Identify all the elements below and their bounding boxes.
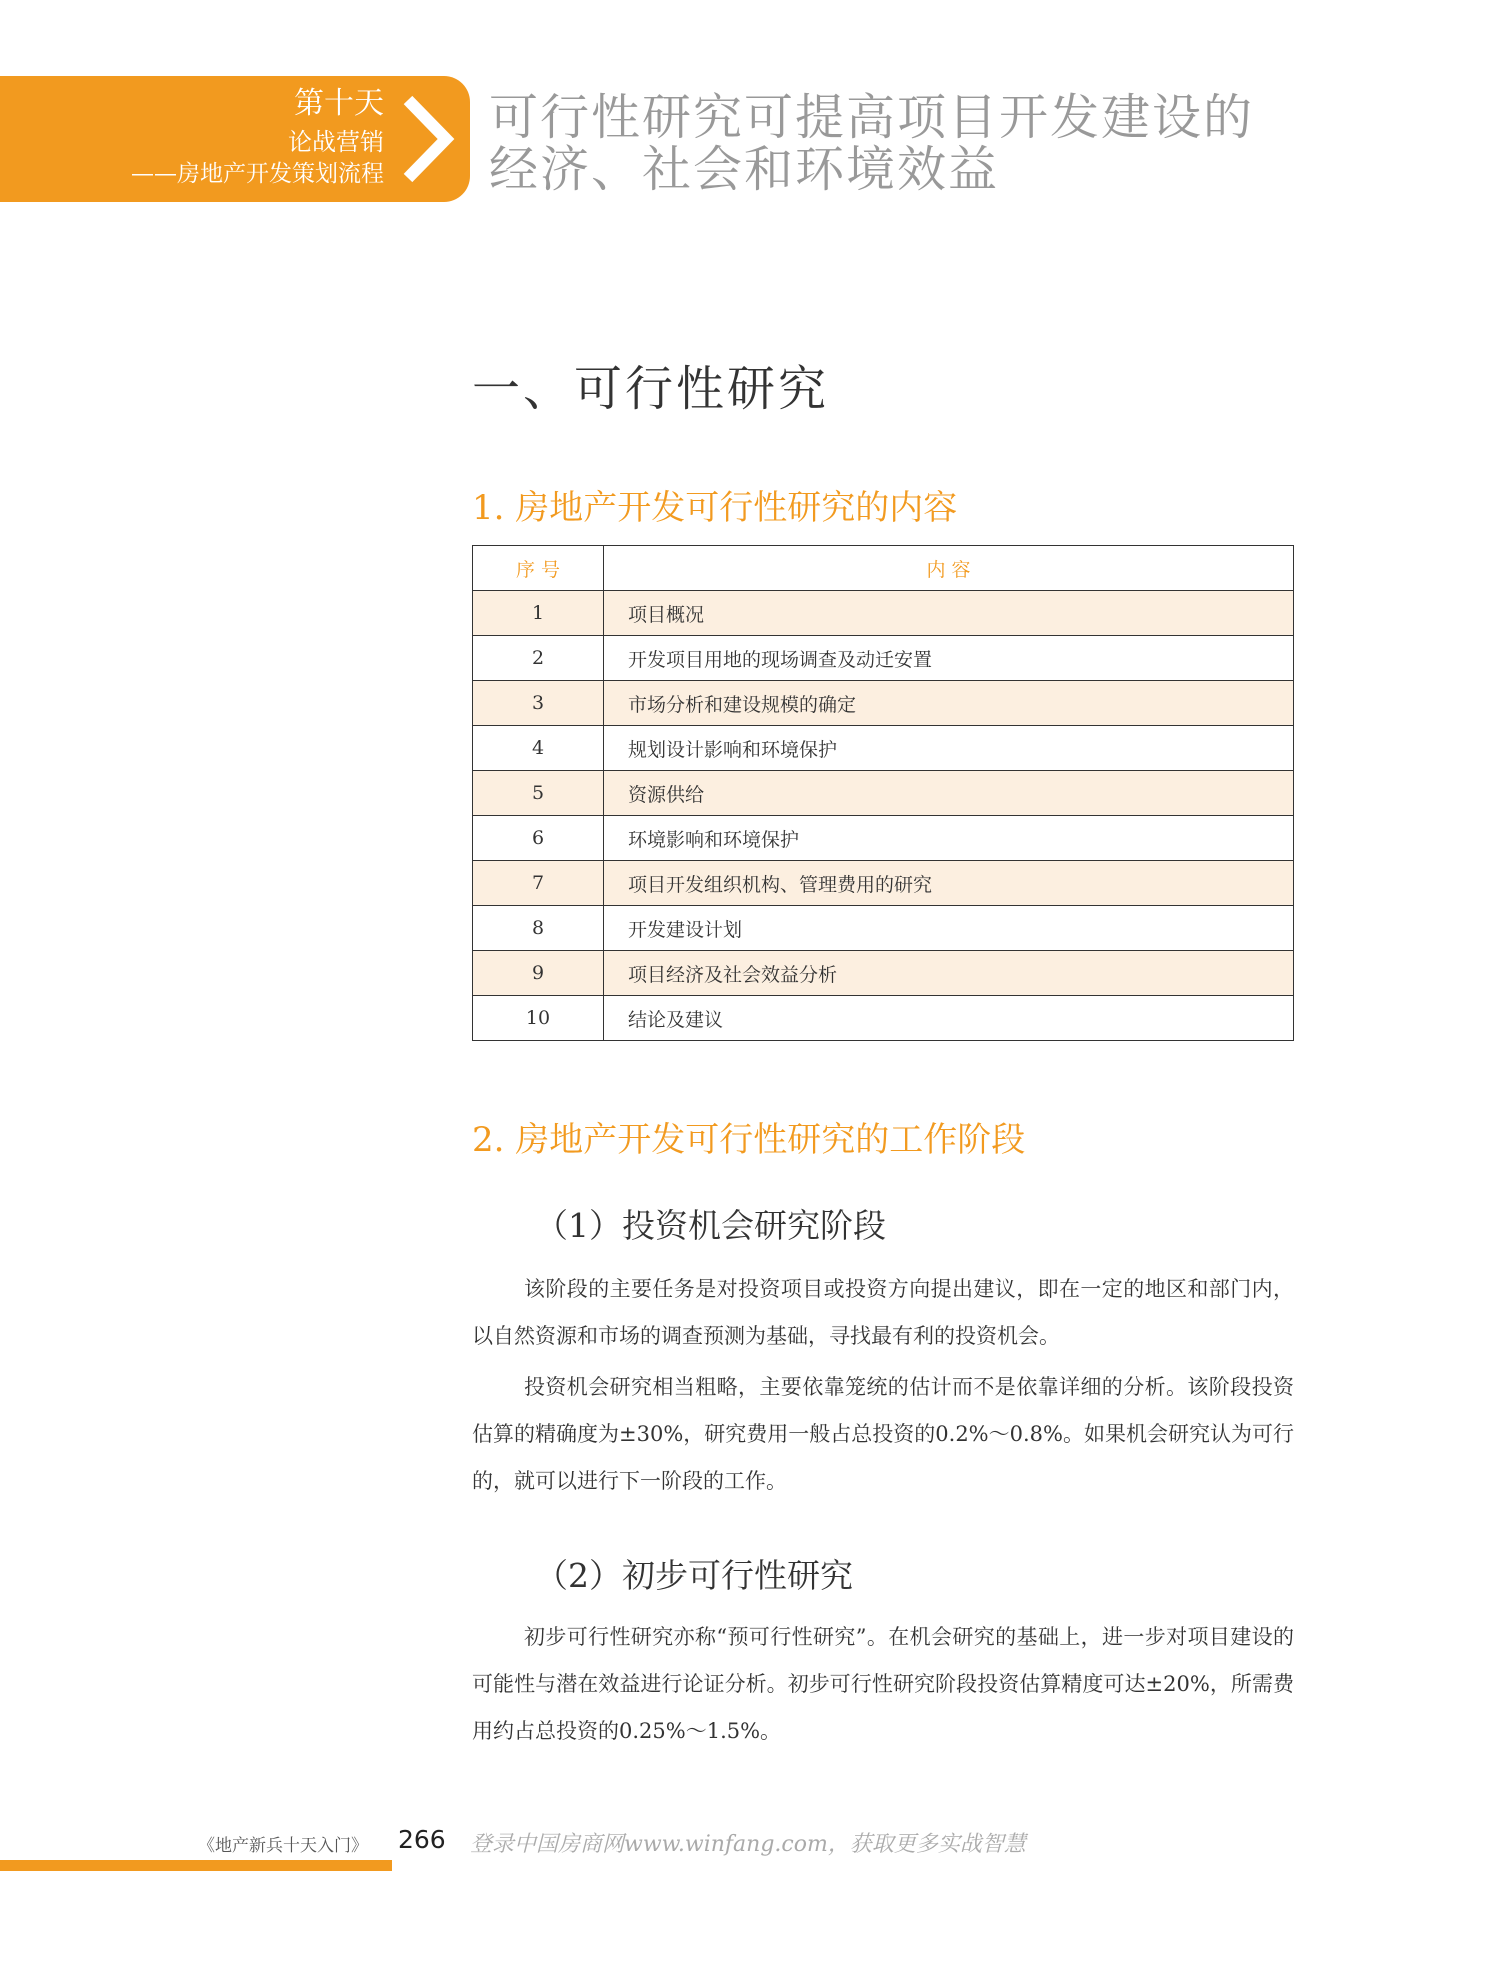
row-index: 10 xyxy=(473,996,604,1041)
stage2-paragraph-1: 初步可行性研究亦称“预可行性研究”。在机会研究的基础上，进一步对项目建设的可能性与潜在效益进行论证分析。初步可行性研究阶段投资估算精度可达±20%，所需费用约占总投资的0.25%～1.5%。 xyxy=(472,1625,1294,1743)
content-table xyxy=(472,545,1294,1041)
row-content: 项目经济及社会效益分析 xyxy=(604,951,1294,996)
row-index: 3 xyxy=(473,681,604,726)
stages-heading: 2. 房地产开发可行性研究的工作阶段 xyxy=(472,1120,1026,1160)
chapter-subtopic: ——房地产开发策划流程 xyxy=(131,161,384,188)
stage1-paragraph-2: 投资机会研究相当粗略，主要依靠笼统的估计而不是依靠详细的分析。该阶段投资估算的精确度为±30%，研究费用一般占总投资的0.2%～0.8%。如果机会研究认为可行的，就可以进行下一阶段的工作。 xyxy=(472,1375,1294,1493)
section-title: 一、可行性研究 xyxy=(472,361,830,417)
chapter-banner-text xyxy=(131,84,384,190)
row-content: 项目概况 xyxy=(604,591,1294,636)
row-content: 项目开发组织机构、管理费用的研究 xyxy=(604,861,1294,906)
row-content: 资源供给 xyxy=(604,771,1294,816)
footer-slogan: 登录中国房商网www.winfang.com，获取更多实战智慧 xyxy=(470,1832,1026,1857)
column-header-content: 内 容 xyxy=(604,546,1294,591)
table-header-row xyxy=(473,546,1294,591)
row-index: 5 xyxy=(473,771,604,816)
page-number: 266 xyxy=(398,1825,446,1854)
stage2-title: （2）初步可行性研究 xyxy=(535,1556,853,1595)
chapter-day: 第十天 xyxy=(294,86,384,121)
row-content: 规划设计影响和环境保护 xyxy=(604,726,1294,771)
table-row xyxy=(473,591,1294,636)
row-index: 2 xyxy=(473,636,604,681)
footer-accent-bar xyxy=(0,1860,392,1871)
page-title-line2: 经济、社会和环境效益 xyxy=(489,141,1000,198)
row-index: 4 xyxy=(473,726,604,771)
table-row xyxy=(473,816,1294,861)
row-index: 6 xyxy=(473,816,604,861)
row-content: 环境影响和环境保护 xyxy=(604,816,1294,861)
row-index: 8 xyxy=(473,906,604,951)
table-row xyxy=(473,906,1294,951)
row-content: 开发建设计划 xyxy=(604,906,1294,951)
table-row xyxy=(473,771,1294,816)
row-index: 7 xyxy=(473,861,604,906)
stage1-paragraph-1: 该阶段的主要任务是对投资项目或投资方向提出建议，即在一定的地区和部门内，以自然资源和市场的调查预测为基础，寻找最有利的投资机会。 xyxy=(472,1277,1294,1348)
table-row xyxy=(473,636,1294,681)
table-row xyxy=(473,951,1294,996)
row-content: 市场分析和建设规模的确定 xyxy=(604,681,1294,726)
chevron-right-icon xyxy=(398,94,456,184)
table-row xyxy=(473,861,1294,906)
row-content: 开发项目用地的现场调查及动迁安置 xyxy=(604,636,1294,681)
page-title xyxy=(489,89,1255,198)
table-row xyxy=(473,726,1294,771)
stage1-title: （1）投资机会研究阶段 xyxy=(535,1206,886,1245)
table-row xyxy=(473,996,1294,1041)
table-row xyxy=(473,681,1294,726)
row-content: 结论及建议 xyxy=(604,996,1294,1041)
chapter-banner xyxy=(0,76,470,202)
footer-book-title: 《地产新兵十天入门》 xyxy=(198,1836,368,1856)
row-index: 9 xyxy=(473,951,604,996)
column-header-index: 序 号 xyxy=(473,546,604,591)
chapter-topic: 论战营销 xyxy=(288,128,384,156)
page-title-line1: 可行性研究可提高项目开发建设的 xyxy=(489,89,1255,146)
row-index: 1 xyxy=(473,591,604,636)
content-heading: 1. 房地产开发可行性研究的内容 xyxy=(472,488,958,528)
